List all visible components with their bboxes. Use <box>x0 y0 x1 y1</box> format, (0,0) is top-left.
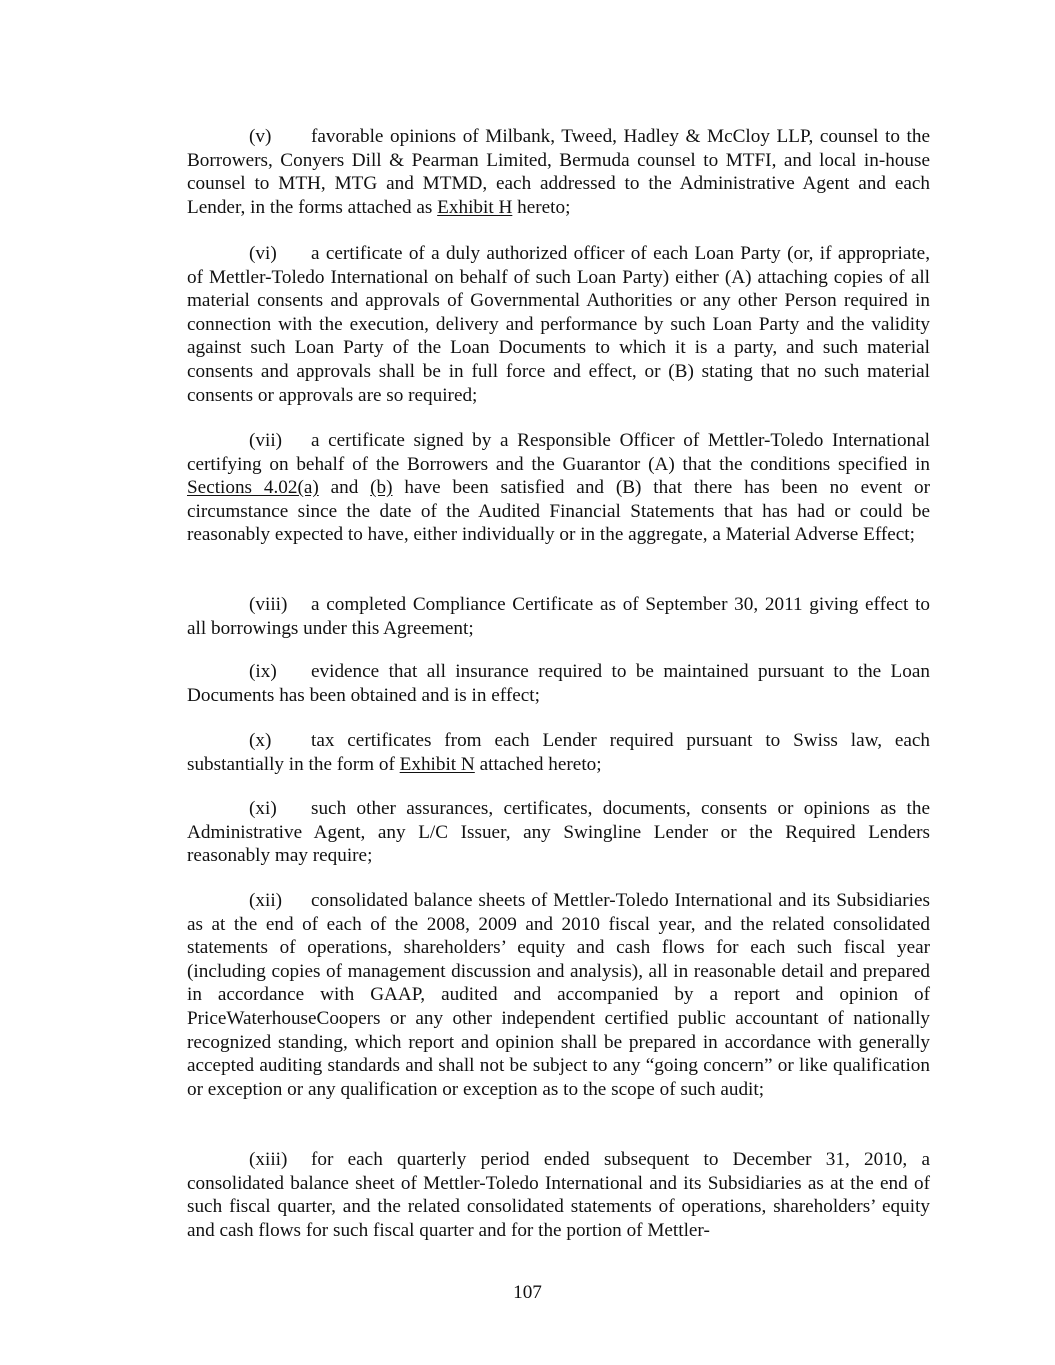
clause-text: tax certificates from each Lender required pursuant to Swiss law, each substantially in the form of <box>187 730 930 775</box>
clause-ix <box>187 660 930 707</box>
clause-xi <box>187 797 930 868</box>
clause-text: a completed Compliance Certificate as of September 30, 2011 giving effect to all borrowings under this Agreement; <box>187 594 930 639</box>
clause-label: (viii) <box>249 594 288 615</box>
clause-text: consolidated balance sheets of Mettler-Toledo International and its Subsidiaries as at the end of each of the 2008, 2009 and 2010 fiscal year, and the related consolidated statements of operations, shareholders’ equity and cash flows for each such fiscal year (including copies of management discussion and analysis), all in reasonable detail and prepared in accordance with GAAP, audited and accompanied by a report and opinion of PriceWaterhouseCoopers or any other independent certified public accountant of nationally recognized standing, which report and opinion shall be prepared in accordance with generally accepted auditing standards and shall not be subject to any “going concern” or like qualification or exception or any qualification or exception as to the scope of such audit; <box>187 890 930 1100</box>
clause-label: (vi) <box>249 243 277 264</box>
clause-text: such other assurances, certificates, documents, consents or opinions as the Administrative Agent, any L/C Issuer, any Swingline Lender or the Required Lenders reasonably may require; <box>187 798 930 867</box>
exhibit-n-reference: Exhibit N <box>399 753 475 775</box>
sections-reference: Sections 4.02(a) <box>187 477 319 499</box>
clause-text: evidence that all insurance required to be maintained pursuant to the Loan Documents has been obtained and is in effect; <box>187 661 930 706</box>
clause-label: (x) <box>249 730 272 751</box>
clause-text: and <box>318 477 371 499</box>
clause-text: favorable opinions of Milbank, Tweed, Hadley & McCloy LLP, counsel to the Borrowers, Conyers Dill & Pearman Limited, Bermuda counsel to MTFI, and local in-house counsel to MTH, MTG and MTMD, each addressed to the Administrative Agent and each Lender, in the forms attached as <box>187 126 930 218</box>
clause-label: (xiii) <box>249 1149 288 1170</box>
clause-text: a certificate signed by a Responsible Officer of Mettler-Toledo International certifying on behalf of the Borrowers and the Guarantor (A) that the conditions specified in <box>187 430 930 475</box>
clause-text: for each quarterly period ended subsequent to December 31, 2010, a consolidated balance sheet of Mettler-Toledo International and its Subsidiaries as at the end of such fiscal quarter, and the related consolidated statements of operations, shareholders’ equity and cash flows for such fiscal quarter and for the portion of Mettler- <box>187 1149 930 1241</box>
exhibit-h-reference: Exhibit H <box>437 196 513 218</box>
subsection-b-reference: (b) <box>370 477 393 499</box>
clause-vi <box>187 242 930 407</box>
page-number: 107 <box>513 1282 542 1303</box>
clause-viii <box>187 593 930 640</box>
clause-label: (xii) <box>249 890 283 911</box>
clause-text: a certificate of a duly authorized officer of each Loan Party (or, if appropriate, of Mettler-Toledo International on behalf of such Loan Party) either (A) attaching copies of all material consents and approvals of Governmental Authorities or any other Person required in connection with the execution, delivery and performance by such Loan Party and the validity against such Loan Party of the Loan Documents to which it is a party, and such material consents and approvals shall be in full force and effect, or (B) stating that no such material consents or approvals are so required; <box>187 243 930 406</box>
clause-label: (vii) <box>249 430 283 451</box>
clause-label: (xi) <box>249 798 277 819</box>
clause-label: (ix) <box>249 661 277 682</box>
clause-text: have been satisfied and (B) that there has been no event or circumstance since the date of the Audited Financial Statements that has had or could be reasonably expected to have, either individually or in the aggregate, a Material Adverse Effect; <box>187 477 930 546</box>
clause-x <box>187 729 930 776</box>
clause-label: (v) <box>249 126 272 147</box>
clause-xii <box>187 889 930 1101</box>
clause-xiii <box>187 1148 930 1242</box>
clause-vii <box>187 429 930 547</box>
clause-text: hereto; <box>512 196 571 218</box>
clause-text: attached hereto; <box>474 753 602 775</box>
clause-v <box>187 125 930 219</box>
